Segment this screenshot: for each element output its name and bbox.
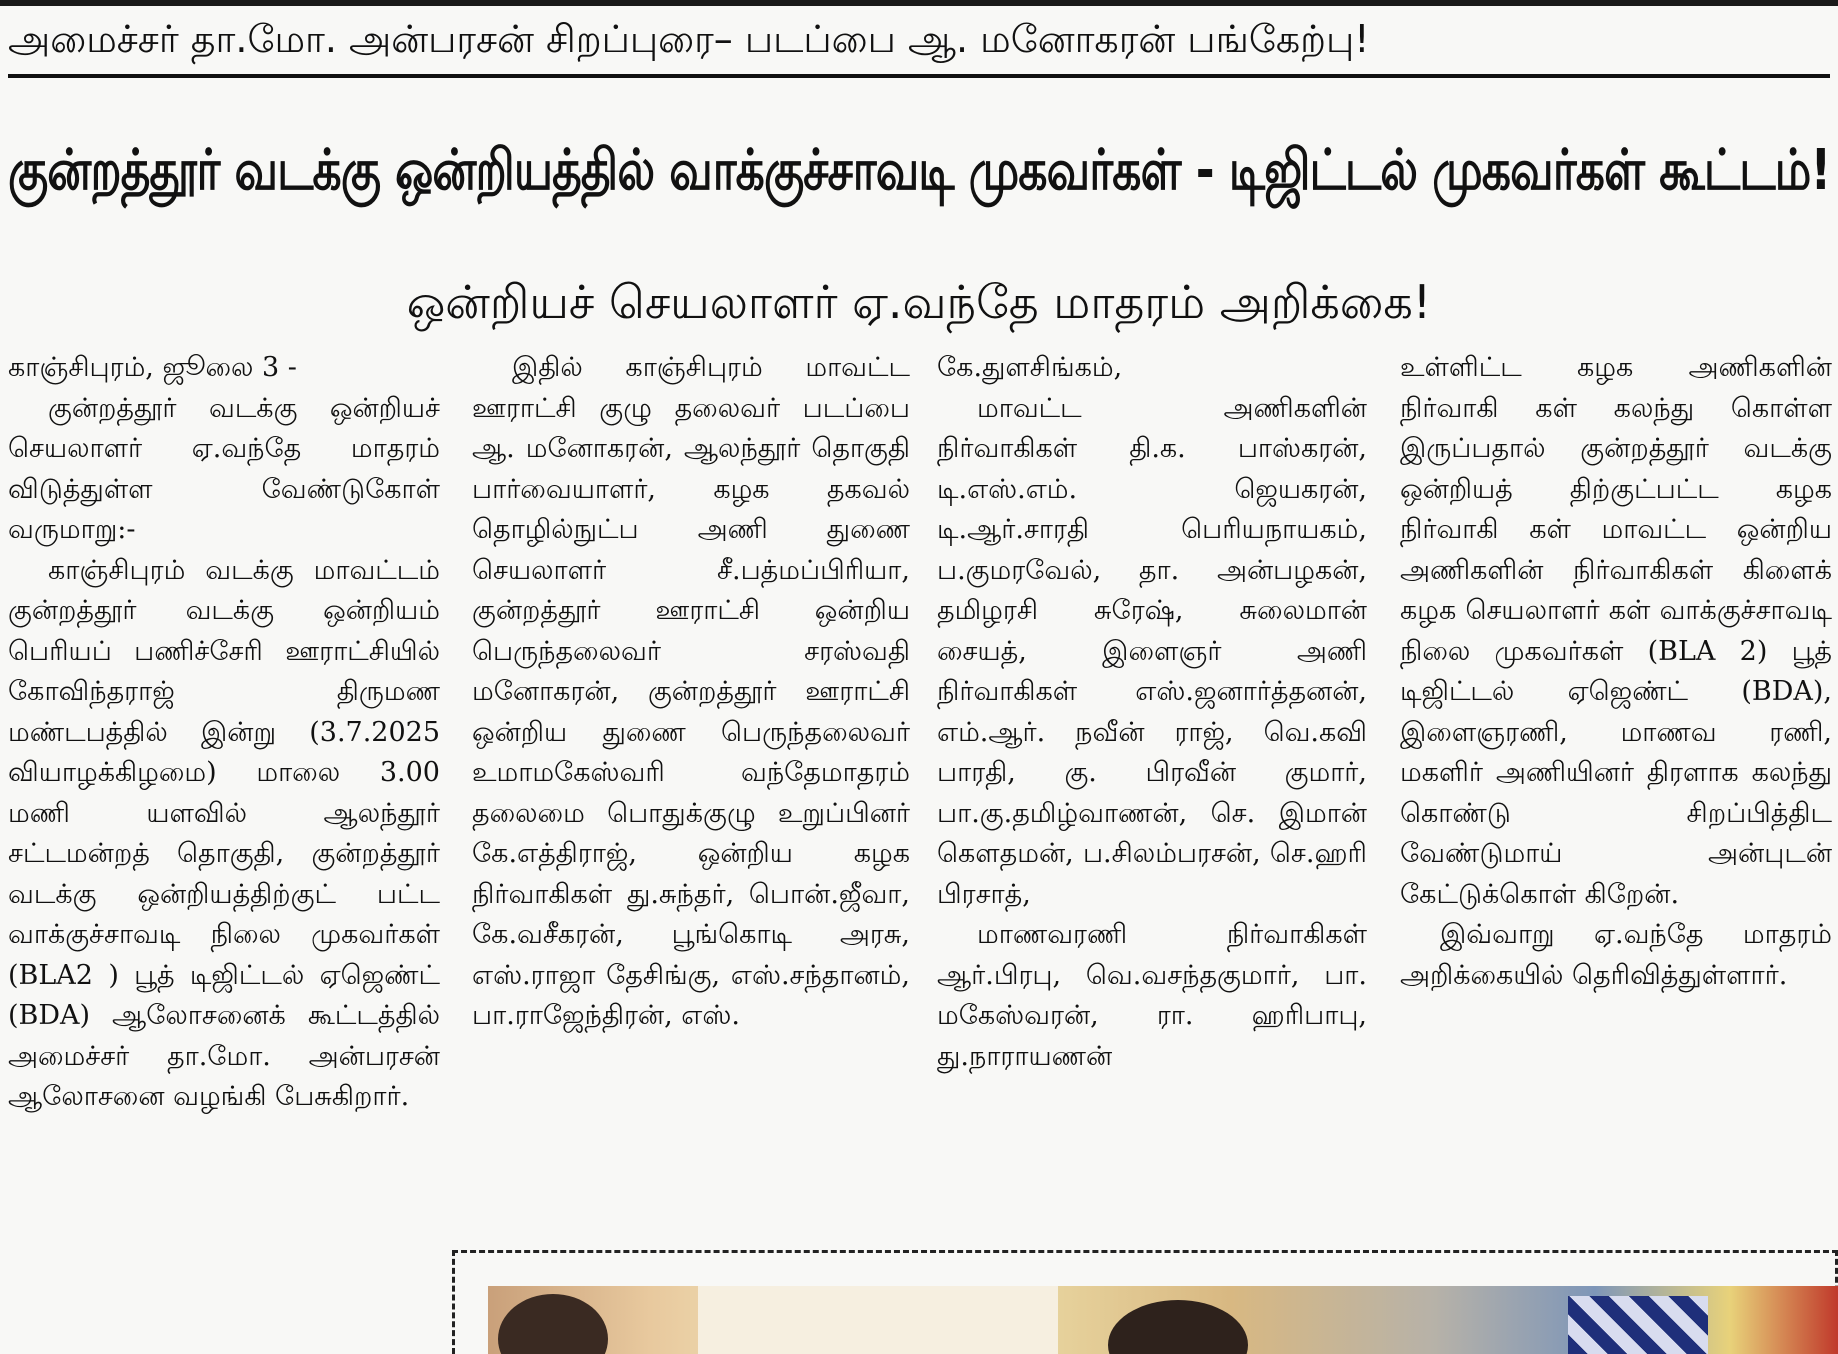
photo-person-left	[498, 1294, 608, 1354]
photo-person-center	[1108, 1300, 1248, 1354]
article-paragraph: உள்ளிட்ட கழக அணிகளின் நிர்வாகி கள் கலந்து கொள்ள இருப்பதால் குன்றத்தூர் வடக்கு ஒன்றியத் திற்குட்பட்ட கழக நிர்வாகி கள் மாவட்ட ஒன்றிய அணிகளின் நிர்வாகிகள் கிளைக் கழக செயலாளர் கள் வாக்குச்சாவடி நிலை முகவர்கள் (BLA 2) பூத் டிஜிட்டல் ஏஜெண்ட் (BDA), இளைஞரணி, மாணவ ரணி, மகளிர் அணியினர் திரளாக கலந்து கொண்டு சிறப்பித்திட வேண்டுமாய் அன்புடன் கேட்டுக்கொள் கிறேன்.	[1400, 352, 1832, 910]
article-paragraph: மாவட்ட அணிகளின் நிர்வாகிகள் தி.க. பாஸ்கரன், டி.எஸ்.எம். ஜெயகரன், டி.ஆர்.சாரதி பெரியநாயகம், ப.குமரவேல், தா. அன்பழகன், தமிழரசி சுரேஷ், சுலைமான் சையத், இளைஞர் அணி நிர்வாகிகள் எஸ்.ஜனார்த்தனன், எம்.ஆர். நவீன் ராஜ், வெ.கவி பாரதி, கு. பிரவீன் குமார், பா.கு.தமிழ்வாணன், செ. இமான் கௌதமன், ப.சிலம்பரசன், செ.ஹரி பிரசாத்,	[937, 392, 1367, 910]
article-paragraph: இதில் காஞ்சிபுரம் மாவட்ட ஊராட்சி குழு தலைவர் படப்பை ஆ. மனோகரன், ஆலந்தூர் தொகுதி பார்வையாளர், கழக தகவல் தொழில்நுட்ப அணி துணை செயலாளர் சீ.பத்மப்பிரியா, குன்றத்தூர் ஊராட்சி ஒன்றிய பெருந்தலைவர் சரஸ்வதி மனோகரன், குன்றத்தூர் ஊராட்சி ஒன்றிய துணை பெருந்தலைவர் உமாமகேஸ்வரி வந்தேமாதரம் தலைமை பொதுக்குழு உறுப்பினர் கே.எத்திராஜ், ஒன்றிய கழக நிர்வாகிகள் து.சுந்தர், பொன்.ஜீவா, கே.வசீகரன், பூங்கொடி அரசு, எஸ்.ராஜா தேசிங்கு, எஸ்.சந்தானம், பா.ராஜேந்திரன், எஸ்.	[472, 352, 910, 1031]
article-column-4	[1400, 348, 1832, 996]
headline-divider	[8, 74, 1830, 78]
event-photo	[488, 1286, 1838, 1354]
article-paragraph: மாணவரணி நிர்வாகிகள் ஆர்.பிரபு, வெ.வசந்தகுமார், பா. மகேஸ்வரன், ரா. ஹரிபாபு, து.நாராயணன்	[937, 919, 1367, 1072]
photo-banner	[698, 1286, 1058, 1354]
photo-flag	[1568, 1296, 1708, 1354]
article-column-2	[472, 348, 910, 1037]
kicker-headline: அமைச்சர் தா.மோ. அன்பரசன் சிறப்புரை– படப்பை ஆ. மனோகரன் பங்கேற்பு!	[8, 17, 1370, 61]
article-paragraph: குன்றத்தூர் வடக்கு ஒன்றியச் செயலாளர் ஏ.வந்தே மாதரம் விடுத்துள்ள வேண்டுகோள் வருமாறு:-	[8, 392, 440, 545]
article-column-3	[937, 348, 1367, 1077]
article-column-1	[8, 348, 440, 1118]
article-paragraph: கே.துளசிங்கம்,	[937, 352, 1123, 383]
article-paragraph: காஞ்சிபுரம் வடக்கு மாவட்டம் குன்றத்தூர் வடக்கு ஒன்றியம் பெரியப் பணிச்சேரி ஊராட்சியில் கோவிந்தராஜ் திருமண மண்டபத்தில் இன்று (3.7.2025 வியாழக்கிழமை) மாலை 3.00 மணி யளவில் ஆலந்தூர் சட்டமன்றத் தொகுதி, குன்றத்தூர் வடக்கு ஒன்றியத்திற்குட் பட்ட வாக்குச்சாவடி நிலை முகவர்கள் (BLA2 ) பூத் டிஜிட்டல் ஏஜெண்ட் (BDA) ஆலோசனைக் கூட்டத்தில் அமைச்சர் தா.மோ. அன்பரசன் ஆலோசனை வழங்கி பேசுகிறார்.	[8, 554, 440, 1112]
article-paragraph: இவ்வாறு ஏ.வந்தே மாதரம் அறிக்கையில் தெரிவித்துள்ளார்.	[1400, 919, 1832, 991]
main-headline: குன்றத்தூர் வடக்கு ஒன்றியத்தில் வாக்குச்சாவடி முகவர்கள் - டிஜிட்டல் முகவர்கள் கூட்டம்!	[8, 138, 1830, 203]
dateline: காஞ்சிபுரம், ஜூலை 3 -	[8, 352, 297, 383]
sub-headline: ஒன்றியச் செயலாளர் ஏ.வந்தே மாதரம் அறிக்கை!	[406, 275, 1432, 329]
